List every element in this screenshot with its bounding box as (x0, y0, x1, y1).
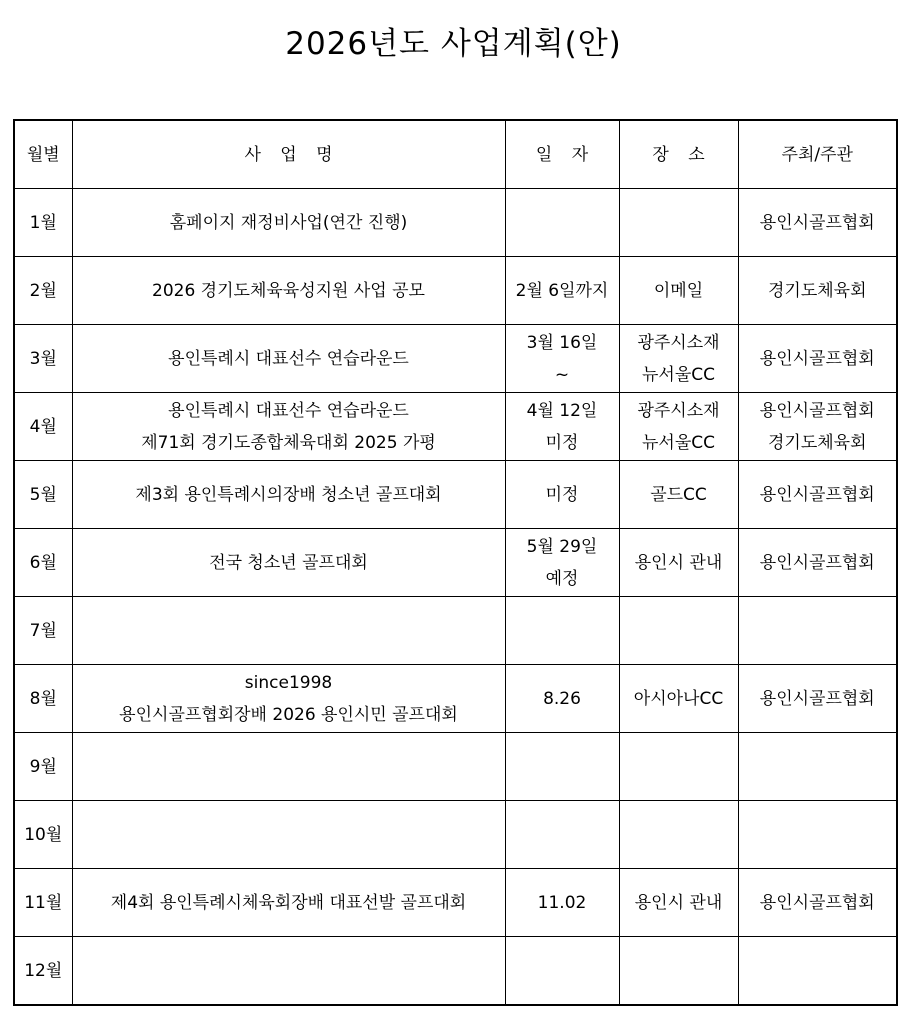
name-line: 홈페이지 재정비사업(연간 진행) (169, 212, 408, 233)
date-line: 미정 (545, 432, 579, 453)
place-line: 광주시소재 (637, 332, 720, 353)
host-cell (738, 733, 897, 801)
month-cell: 6월 (14, 529, 72, 597)
date-cell (505, 597, 619, 665)
month-cell: 11월 (14, 869, 72, 937)
table-row (14, 461, 897, 529)
month-cell: 9월 (14, 733, 72, 801)
host-line: 경기도체육회 (767, 280, 867, 301)
date-cell (505, 665, 619, 733)
place-cell (619, 665, 738, 733)
host-cell (738, 189, 897, 257)
host-line: 용인시골프협회 (759, 212, 875, 233)
name-line: 제4회 용인특례시체육회장배 대표선발 골프대회 (110, 892, 467, 913)
table-row (14, 325, 897, 393)
place-cell (619, 393, 738, 461)
name-cell (72, 869, 505, 937)
table-row (14, 733, 897, 801)
place-line: 골드CC (650, 484, 707, 505)
table-body (14, 189, 897, 1006)
name-cell (72, 597, 505, 665)
name-cell (72, 257, 505, 325)
date-line: 11.02 (537, 892, 587, 913)
name-line: 제3회 용인특례시의장배 청소년 골프대회 (135, 484, 442, 505)
name-cell (72, 461, 505, 529)
host-cell (738, 393, 897, 461)
host-line: 용인시골프협회 (759, 892, 875, 913)
place-cell (619, 937, 738, 1006)
name-cell (72, 801, 505, 869)
host-line: 용인시골프협회 (759, 688, 875, 709)
table-row (14, 393, 897, 461)
host-line: 경기도체육회 (767, 432, 867, 453)
place-line: 용인시 관내 (634, 552, 723, 573)
place-cell (619, 597, 738, 665)
name-line: 제71회 경기도종합체육대회 2025 가평 (141, 432, 436, 453)
date-line: 5월 29일 (526, 536, 598, 557)
table-row (14, 189, 897, 257)
place-cell (619, 733, 738, 801)
place-cell (619, 869, 738, 937)
host-line: 용인시골프협회 (759, 484, 875, 505)
host-cell (738, 597, 897, 665)
host-cell (738, 529, 897, 597)
place-cell (619, 257, 738, 325)
host-cell (738, 257, 897, 325)
table-row (14, 529, 897, 597)
host-cell (738, 665, 897, 733)
place-line: 뉴서울CC (641, 432, 715, 453)
name-cell (72, 937, 505, 1006)
header-host: 주최/주관 (738, 120, 897, 189)
month-cell: 2월 (14, 257, 72, 325)
date-line: 3월 16일 (526, 332, 598, 353)
header-place: 장 소 (619, 120, 738, 189)
host-line: 용인시골프협회 (759, 348, 875, 369)
host-cell (738, 869, 897, 937)
date-line: ~ (554, 364, 570, 385)
table-row (14, 597, 897, 665)
host-cell (738, 801, 897, 869)
name-cell (72, 325, 505, 393)
table-row (14, 257, 897, 325)
month-cell: 5월 (14, 461, 72, 529)
date-cell (505, 937, 619, 1006)
place-cell (619, 529, 738, 597)
host-line: 용인시골프협회 (759, 552, 875, 573)
date-cell (505, 257, 619, 325)
date-cell (505, 733, 619, 801)
place-cell (619, 325, 738, 393)
name-line: 용인특례시 대표선수 연습라운드 (168, 348, 409, 369)
host-cell (738, 325, 897, 393)
date-cell (505, 189, 619, 257)
name-line: 용인특례시 대표선수 연습라운드 (168, 400, 409, 421)
date-line: 예정 (545, 568, 579, 589)
document-title: 2026년도 사업계획(안) (285, 26, 622, 62)
table-row (14, 665, 897, 733)
date-line: 8.26 (543, 688, 581, 709)
name-cell (72, 733, 505, 801)
date-cell (505, 461, 619, 529)
header-month: 월별 (14, 120, 72, 189)
month-cell: 4월 (14, 393, 72, 461)
table-row (14, 869, 897, 937)
date-line: 4월 12일 (526, 400, 598, 421)
date-cell (505, 393, 619, 461)
table-row (14, 801, 897, 869)
place-cell (619, 801, 738, 869)
name-line: 2026 경기도체육육성지원 사업 공모 (152, 280, 425, 301)
month-cell: 1월 (14, 189, 72, 257)
place-line: 아시아나CC (633, 688, 724, 709)
month-cell: 10월 (14, 801, 72, 869)
host-cell (738, 937, 897, 1006)
place-cell (619, 461, 738, 529)
name-cell (72, 189, 505, 257)
date-cell (505, 801, 619, 869)
place-line: 이메일 (653, 280, 704, 301)
table-header-row (14, 120, 897, 189)
date-cell (505, 325, 619, 393)
month-cell: 3월 (14, 325, 72, 393)
month-cell: 8월 (14, 665, 72, 733)
place-line: 뉴서울CC (641, 364, 715, 385)
name-line: 전국 청소년 골프대회 (209, 552, 368, 573)
business-plan-table (13, 119, 898, 1006)
place-cell (619, 189, 738, 257)
header-business-name: 사 업 명 (72, 120, 505, 189)
name-cell (72, 529, 505, 597)
date-line: 미정 (545, 484, 579, 505)
name-line: 용인시골프협회장배 2026 용인시민 골프대회 (119, 704, 458, 725)
table-row (14, 937, 897, 1006)
date-cell (505, 529, 619, 597)
date-cell (505, 869, 619, 937)
name-cell (72, 393, 505, 461)
name-line: since1998 (244, 672, 333, 693)
month-cell: 7월 (14, 597, 72, 665)
place-line: 용인시 관내 (634, 892, 723, 913)
name-cell (72, 665, 505, 733)
host-cell (738, 461, 897, 529)
month-cell: 12월 (14, 937, 72, 1006)
date-line: 2월 6일까지 (515, 280, 609, 301)
host-line: 용인시골프협회 (759, 400, 875, 421)
place-line: 광주시소재 (637, 400, 720, 421)
header-date: 일 자 (505, 120, 619, 189)
